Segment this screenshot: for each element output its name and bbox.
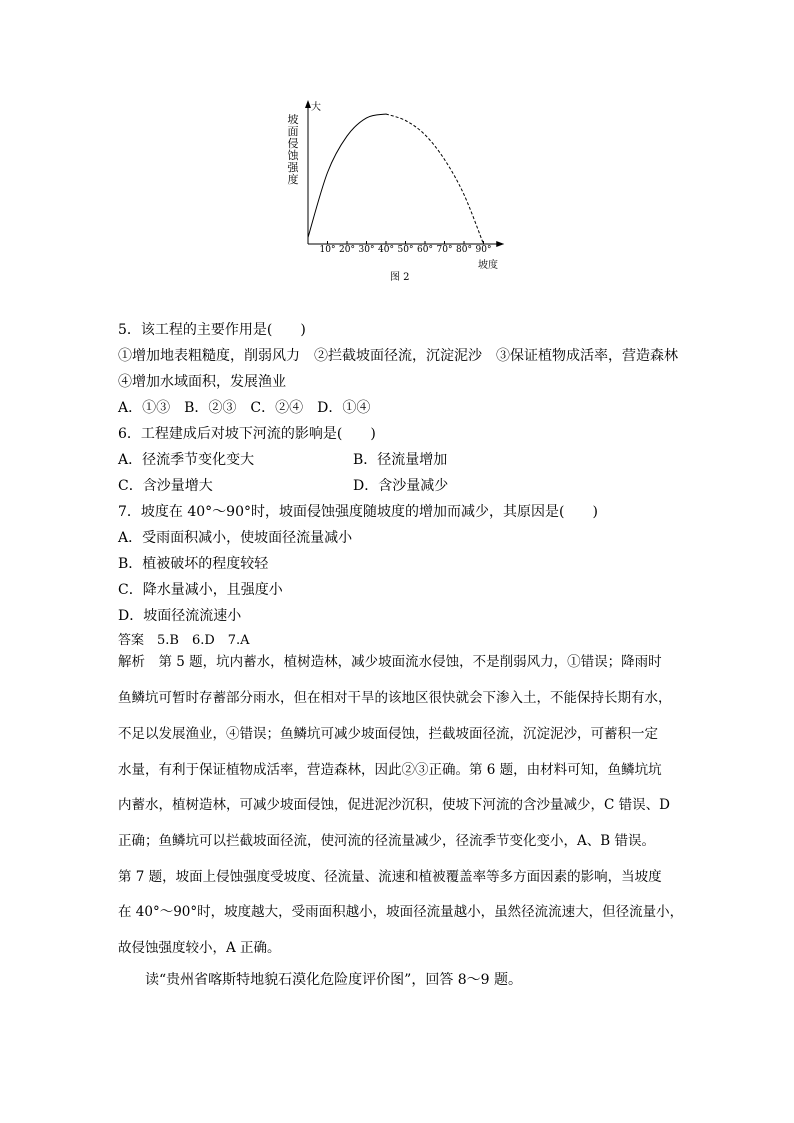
analysis-line: 解析 第 5 题，坑内蓄水，植树造林，减少坡面流水侵蚀，不是削弱风力，①错误；降雨时 bbox=[118, 654, 662, 670]
x-tick-label: 20° bbox=[339, 245, 355, 255]
question-6-options-row bbox=[118, 476, 449, 496]
option-b: B．径流量增加 bbox=[353, 452, 448, 468]
y-axis-label-char: 面 bbox=[287, 125, 299, 138]
y-axis-top-label: 大 bbox=[311, 102, 321, 113]
analysis-line: 水量，有利于保证植物成活率，营造森林，因此②③正确。第 6 题，由材料可知，鱼鳞坑坑 bbox=[118, 762, 662, 778]
x-tick-label: 60° bbox=[417, 245, 433, 255]
question-7-stem: 7．坡度在 40°～90°时，坡面侵蚀强度随坡度的增加而减少，其原因是( ) bbox=[118, 504, 598, 520]
answer-line: 答案 5.B 6.D 7.A bbox=[118, 633, 250, 648]
question-5-item: ④增加水域面积，发展渔业 bbox=[118, 374, 286, 390]
y-axis-label-char: 坡 bbox=[287, 113, 299, 126]
x-tick-label: 70° bbox=[436, 245, 453, 255]
analysis-line: 故侵蚀强度较小，A 正确。 bbox=[118, 940, 281, 956]
x-tick-label: 10° bbox=[319, 245, 336, 255]
x-axis-arrow bbox=[496, 241, 504, 247]
erosion-slope-figure bbox=[280, 90, 520, 286]
x-tick-label: 90° bbox=[475, 245, 492, 255]
analysis-line: 内蓄水，植树造林，可减少坡面侵蚀，促进泥沙沉积，使坡下河流的含沙量减少，C 错误、D bbox=[118, 797, 670, 813]
x-tick-label: 80° bbox=[456, 245, 472, 255]
question-5-options: A．①③ B．②③ C．②④ D．①④ bbox=[118, 400, 371, 416]
question-5-stem: 5．该工程的主要作用是( ) bbox=[118, 322, 306, 338]
x-tick-label: 50° bbox=[397, 245, 414, 255]
question-6-stem: 6．工程建成后对坡下河流的影响是( ) bbox=[118, 426, 376, 442]
option-d: D．坡面径流流速小 bbox=[118, 608, 242, 624]
x-axis-label: 坡度 bbox=[478, 260, 498, 271]
analysis-line: 不足以发展渔业，④错误；鱼鳞坑可减少坡面侵蚀，拦截坡面径流，沉淀泥沙，可蓄积一定 bbox=[118, 726, 658, 742]
analysis-line: 第 7 题，坡面上侵蚀强度受坡度、径流量、流速和植被覆盖率等多方面因素的影响，当坡度 bbox=[118, 869, 662, 885]
read-prompt: 读“贵州省喀斯特地貌石漠化危险度评价图”，回答 8～9 题。 bbox=[145, 972, 523, 988]
option-b: B．植被破坏的程度较轻 bbox=[118, 556, 269, 572]
x-tick-label: 40° bbox=[378, 245, 394, 255]
curve-solid-segment bbox=[308, 114, 386, 238]
option-c: C．含沙量增大 bbox=[118, 478, 213, 494]
curve-dashed-segment bbox=[386, 114, 484, 244]
option-c: C．降水量减小，且强度小 bbox=[118, 582, 283, 598]
analysis-line: 鱼鳞坑可暂时存蓄部分雨水，但在相对干旱的该地区很快就会下渗入土，不能保持长期有水， bbox=[118, 690, 672, 706]
y-axis-label-char: 强 bbox=[287, 161, 299, 174]
y-axis-label-char: 侵 bbox=[287, 137, 299, 150]
figure-caption: 图 2 bbox=[390, 272, 410, 283]
option-a: A．受雨面积减小，使坡面径流量减小 bbox=[118, 530, 353, 546]
question-6-options-row bbox=[118, 450, 448, 470]
y-axis-label bbox=[286, 114, 300, 186]
x-tick-label: 30° bbox=[358, 245, 375, 255]
y-axis-label-char: 蚀 bbox=[287, 149, 299, 162]
analysis-line: 正确；鱼鳞坑可以拦截坡面径流，使河流的径流量减少，径流季节变化变小，A、B 错误。 bbox=[118, 833, 655, 849]
analysis-line: 在 40°～90°时，坡度越大，受雨面积越小，坡面径流量越小，虽然径流流速大，但径流量小， bbox=[118, 904, 684, 920]
option-a: A．径流季节变化变大 bbox=[118, 452, 255, 468]
question-5-item: ①增加地表粗糙度，削弱风力 ②拦截坡面径流，沉淀泥沙 ③保证植物成活率，营造森林 bbox=[118, 348, 678, 364]
option-d: D．含沙量减少 bbox=[353, 478, 449, 494]
y-axis-label-char: 度 bbox=[287, 173, 299, 186]
